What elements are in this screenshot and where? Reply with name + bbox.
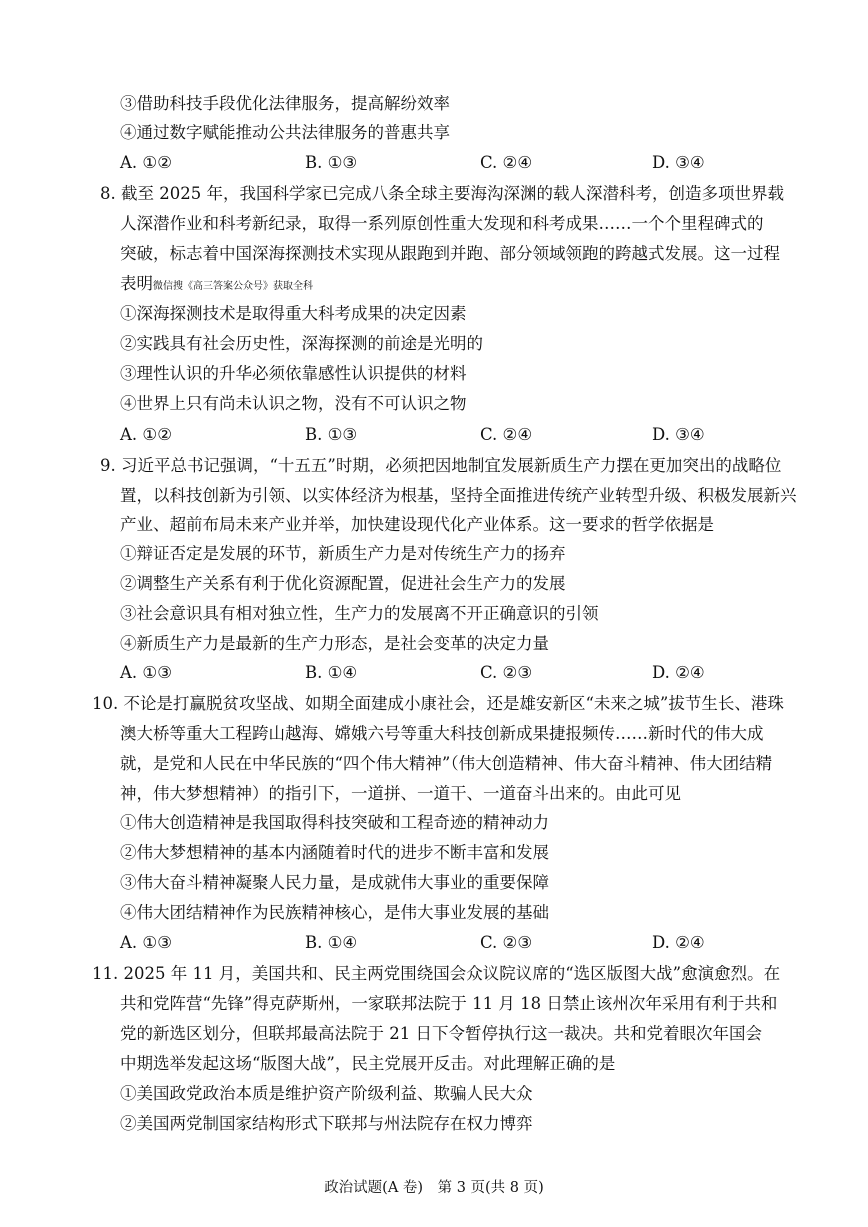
q8-choice-a: A. ①② bbox=[120, 425, 172, 444]
q10-choice-b: B. ①④ bbox=[305, 933, 358, 952]
q8-stem-line: 突破，标志着中国深海探测技术实现从跟跑到并跑、部分领域领跑的跨越式发展。这一过程 bbox=[120, 244, 780, 263]
q9-stem-line: 产业、超前布局未来产业并举，加快建设现代化产业体系。这一要求的哲学依据是 bbox=[120, 515, 714, 534]
q8-item-2: ②实践具有社会历史性，深海探测的前途是光明的 bbox=[120, 334, 483, 353]
q7-choice-a: A. ①② bbox=[120, 153, 172, 172]
q11-stem-line: 中期选举发起这场“版图大战”，民主党展开反击。对此理解正确的是 bbox=[120, 1054, 616, 1073]
q10-item-2: ②伟大梦想精神的基本内涵随着时代的进步不断丰富和发展 bbox=[120, 843, 549, 862]
q10-item-3: ③伟大奋斗精神凝聚人民力量，是成就伟大事业的重要保障 bbox=[120, 873, 549, 892]
q10-choice-a: A. ①③ bbox=[120, 933, 172, 952]
q9-item-4: ④新质生产力是最新的生产力形态，是社会变革的决定力量 bbox=[120, 634, 549, 653]
q11-item-1: ①美国政党政治本质是维护资产阶级利益、欺骗人民大众 bbox=[120, 1084, 533, 1103]
q8-choice-d: D. ③④ bbox=[652, 425, 705, 444]
q8-item-4: ④世界上只有尚未认识之物，没有不可认识之物 bbox=[120, 394, 467, 413]
q8-stem-tail: 表明 bbox=[120, 274, 153, 293]
q8-stem-line: 8. 截至 2025 年，我国科学家已完成八条全球主要海沟深渊的载人深潜科考，创造多项世界载 bbox=[100, 184, 784, 203]
q10-stem-line: 就，是党和人民在中华民族的“四个伟大精神”（伟大创造精神、伟大奋斗精神、伟大团结精 bbox=[120, 754, 773, 773]
watermark-note: 微信搜《高三答案公众号》获取全科 bbox=[153, 281, 313, 292]
q7-item-3: ③借助科技手段优化法律服务，提高解纷效率 bbox=[120, 94, 450, 113]
q7-item-4: ④通过数字赋能推动公共法律服务的普惠共享 bbox=[120, 123, 450, 142]
q9-item-2: ②调整生产关系有利于优化资源配置，促进社会生产力的发展 bbox=[120, 574, 566, 593]
q11-stem-line: 11. 2025 年 11 月，美国共和、民主两党围绕国会众议院议席的“选区版图大战”愈演愈烈。在 bbox=[92, 964, 781, 983]
q8-choice-b: B. ①③ bbox=[305, 425, 358, 444]
q7-choice-c: C. ②④ bbox=[480, 153, 533, 172]
q8-item-1: ①深海探测技术是取得重大科考成果的决定因素 bbox=[120, 304, 467, 323]
q11-stem-line: 共和党阵营“先锋”得克萨斯州，一家联邦法院于 11 月 18 日禁止该州次年采用有利于共和 bbox=[120, 994, 778, 1013]
q10-choice-c: C. ②③ bbox=[480, 933, 533, 952]
q9-stem-line: 置，以科技创新为引领、以实体经济为根基，坚持全面推进传统产业转型升级、积极发展新兴 bbox=[120, 486, 797, 505]
q7-choice-b: B. ①③ bbox=[305, 153, 358, 172]
q10-item-1: ①伟大创造精神是我国取得科技突破和工程奇迹的精神动力 bbox=[120, 813, 549, 832]
q9-item-1: ①辩证否定是发展的环节，新质生产力是对传统生产力的扬弃 bbox=[120, 544, 566, 563]
q10-stem-line: 神，伟大梦想精神）的指引下，一道拼、一道干、一道奋斗出来的。由此可见 bbox=[120, 784, 681, 803]
q9-choice-d: D. ②④ bbox=[652, 663, 705, 682]
q11-stem-line: 党的新选区划分，但联邦最高法院于 21 日下令暂停执行这一裁决。共和党着眼次年国会 bbox=[120, 1024, 762, 1043]
page-footer: 政治试题(A 卷) 第 3 页(共 8 页) bbox=[324, 1180, 544, 1196]
q8-item-3: ③理性认识的升华必须依靠感性认识提供的材料 bbox=[120, 364, 467, 383]
q8-stem-line: 人深潜作业和科考新纪录，取得一系列原创性重大发现和科考成果……一个个里程碑式的 bbox=[120, 214, 764, 233]
q8-stem-last-line bbox=[120, 274, 313, 297]
q10-item-4: ④伟大团结精神作为民族精神核心，是伟大事业发展的基础 bbox=[120, 903, 549, 922]
q7-choice-d: D. ③④ bbox=[652, 153, 705, 172]
q9-choice-b: B. ①④ bbox=[305, 663, 358, 682]
q11-item-2: ②美国两党制国家结构形式下联邦与州法院存在权力博弈 bbox=[120, 1114, 533, 1133]
q9-item-3: ③社会意识具有相对独立性，生产力的发展离不开正确意识的引领 bbox=[120, 604, 599, 623]
q9-choice-c: C. ②③ bbox=[480, 663, 533, 682]
q9-choice-a: A. ①③ bbox=[120, 663, 172, 682]
q8-choice-c: C. ②④ bbox=[480, 425, 533, 444]
q10-stem-line: 10. 不论是打赢脱贫攻坚战、如期全面建成小康社会，还是雄安新区“未来之城”拔节生长、港珠 bbox=[92, 694, 784, 713]
q9-stem-line: 9. 习近平总书记强调，“十五五”时期，必须把因地制宜发展新质生产力摆在更加突出的战略位 bbox=[100, 456, 782, 475]
q10-choice-d: D. ②④ bbox=[652, 933, 705, 952]
q10-stem-line: 澳大桥等重大工程跨山越海、嫦娥六号等重大科技创新成果捷报频传……新时代的伟大成 bbox=[120, 724, 764, 743]
